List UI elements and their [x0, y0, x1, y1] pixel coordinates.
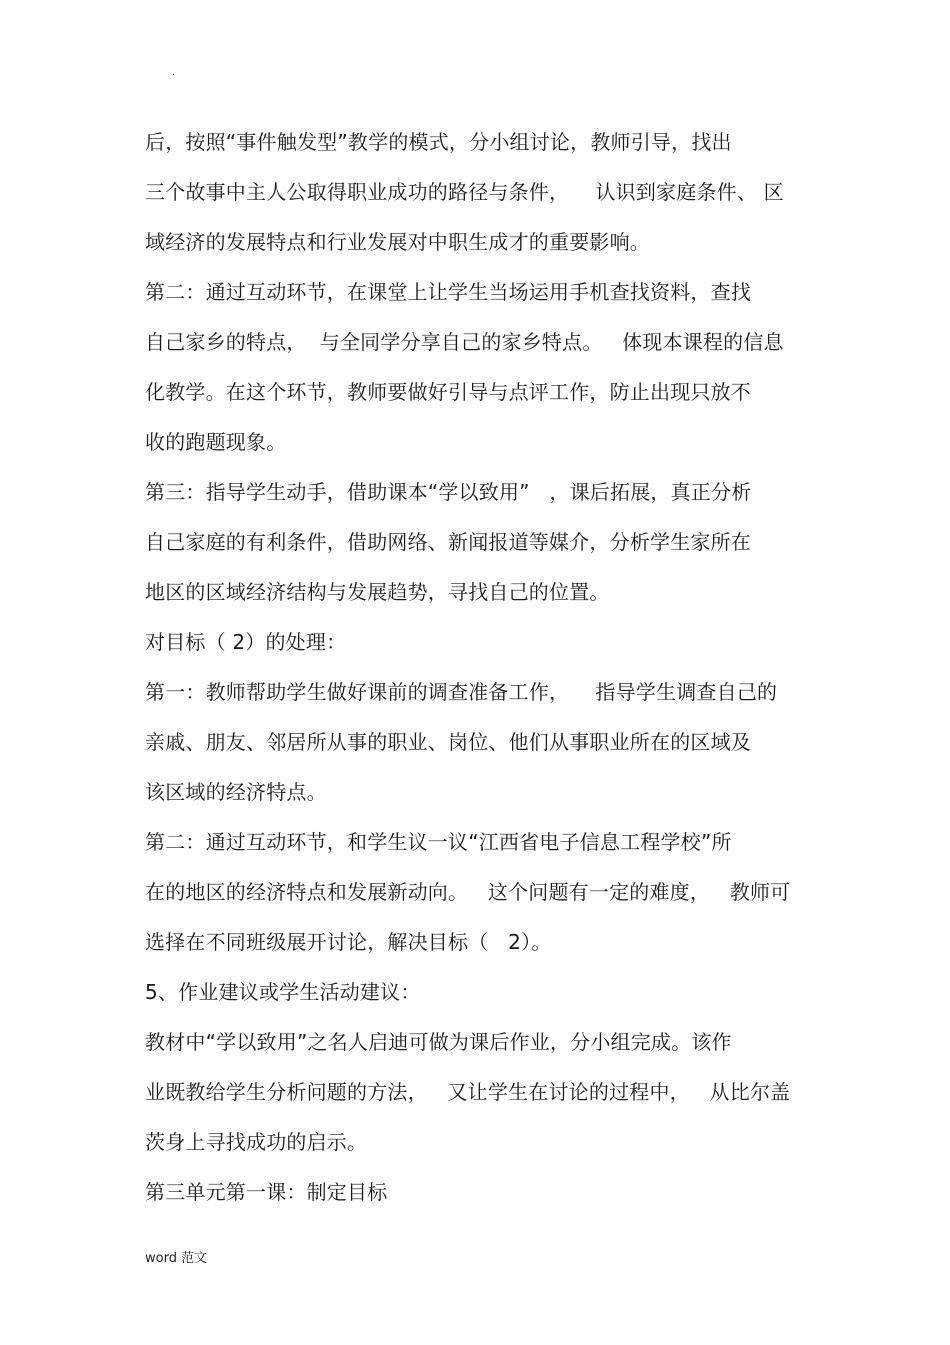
text-line: 自己家乡的特点， 与全同学分享自己的家乡特点。 体现本课程的信息	[145, 330, 784, 354]
text-line: 亲戚、朋友、邻居所从事的职业、岗位、他们从事职业所在的区域及	[145, 730, 751, 754]
text-line: 该区域的经济特点。	[145, 780, 327, 804]
text-line: 在的地区的经济特点和发展新动向。 这个问题有一定的难度， 教师可	[145, 880, 791, 904]
section-heading: 5、作业建议或学生活动建议：	[145, 980, 421, 1004]
section-heading: 第三单元第一课：制定目标	[145, 1180, 388, 1204]
page-footer: word 范文	[145, 1251, 208, 1266]
section-heading: 对目标（ 2）的处理：	[145, 630, 347, 654]
text-line: 选择在不同班级展开讨论，解决目标（ 2）。	[145, 930, 552, 954]
page-top-mark: .	[172, 67, 176, 78]
text-line: 域经济的发展特点和行业发展对中职生成才的重要影响。	[145, 230, 650, 254]
text-line: 地区的区域经济结构与发展趋势，寻找自己的位置。	[145, 580, 610, 604]
text-line: 教材中“学以致用”之名人启迪可做为课后作业，分小组完成。该作	[145, 1030, 732, 1054]
text-line: 业既教给学生分析问题的方法， 又让学生在讨论的过程中， 从比尔盖	[145, 1080, 791, 1104]
text-line: 化教学。在这个环节，教师要做好引导与点评工作，防止出现只放不	[145, 380, 751, 404]
text-line: 自己家庭的有利条件，借助网络、新闻报道等媒介，分析学生家所在	[145, 530, 751, 554]
text-line: 茨身上寻找成功的启示。	[145, 1130, 368, 1154]
text-line: 第二：通过互动环节，和学生议一议“江西省电子信息工程学校”所	[145, 830, 732, 854]
text-line: 第三：指导学生动手，借助课本“学以致用” ，课后拓展，真正分析	[145, 480, 752, 504]
text-line: 第二：通过互动环节，在课堂上让学生当场运用手机查找资料，查找	[145, 280, 751, 304]
text-line: 第一：教师帮助学生做好课前的调查准备工作， 指导学生调查自己的	[145, 680, 778, 704]
text-line: 收的跑题现象。	[145, 430, 287, 454]
text-line: 三个故事中主人公取得职业成功的路径与条件， 认识到家庭条件、 区	[145, 180, 784, 204]
text-line: 后，按照“事件触发型”教学的模式，分小组讨论，教师引导，找出	[145, 130, 732, 154]
